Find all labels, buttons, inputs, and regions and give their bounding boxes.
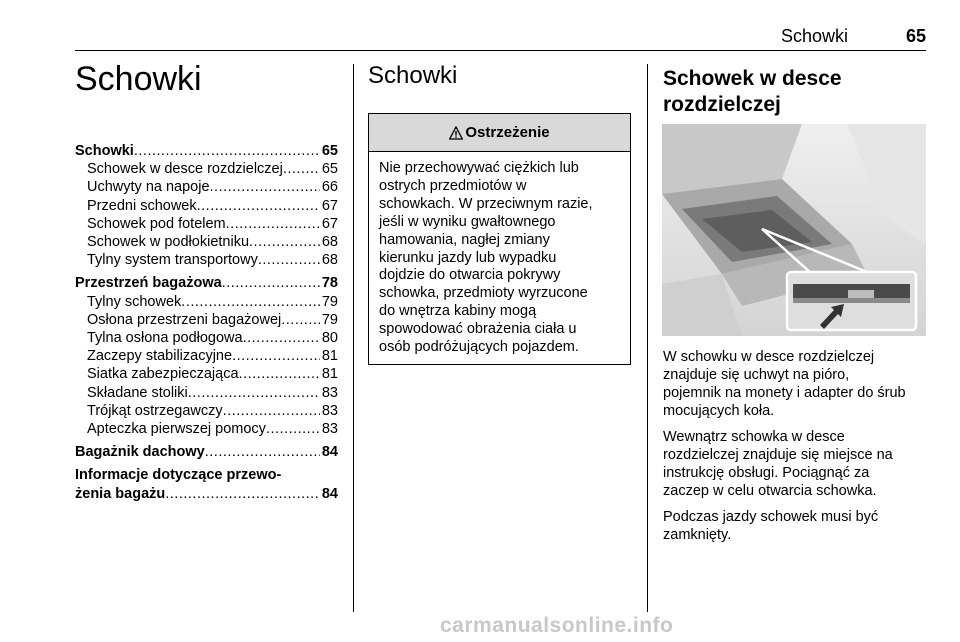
toc-entry[interactable]: Tylna osłona podłogowa ..... 80	[75, 329, 338, 347]
warning-text	[369, 152, 630, 357]
toc-entry[interactable]: żenia bagażu ..... 84	[75, 485, 338, 503]
subsection-title-line: rozdzielczej	[663, 93, 781, 116]
toc-entry[interactable]: Schowek w podłokietniku ..... 68	[75, 233, 338, 251]
warning-line: osób podróżujących pojazdem.	[379, 339, 579, 356]
table-of-contents	[75, 142, 338, 503]
toc-entry[interactable]: Składane stoliki ..... 83	[75, 384, 338, 402]
warning-line: Nie przechowywać ciężkich lub	[379, 160, 579, 176]
toc-entry[interactable]: Schowek w desce rozdzielczej ..... 65	[75, 160, 338, 178]
toc-entry[interactable]: Przedni schowek ..... 67	[75, 197, 338, 215]
warning-line: schowka, przedmioty wyrzucone	[379, 285, 588, 302]
toc-entry[interactable]: Schowek pod fotelem ..... 67	[75, 215, 338, 233]
warning-box	[368, 113, 631, 365]
watermark: carmanualsonline.info	[440, 614, 674, 637]
toc-entry[interactable]: Schowki ..... 65	[75, 142, 338, 160]
toc-entry[interactable]: Tylny schowek ..... 79	[75, 293, 338, 311]
toc-entry[interactable]: Zaczepy stabilizacyjne ..... 81	[75, 347, 338, 365]
toc-entry[interactable]: Osłona przestrzeni bagażowej ..... 79	[75, 311, 338, 329]
warning-line: dojdzie do otwarcia pokrywy	[379, 267, 561, 284]
column-divider-left	[353, 64, 354, 612]
warning-line: kierunku jazdy lub wypadku	[379, 249, 557, 266]
toc-entry-line1[interactable]: Informacje dotyczące przewo-	[75, 467, 282, 484]
warning-line: schowkach. W przeciwnym razie,	[379, 195, 593, 212]
glovebox-photo	[662, 124, 926, 336]
warning-line: hamowania, nagłej zmiany	[379, 231, 550, 248]
toc-entry[interactable]: Siatka zabezpieczająca ..... 81	[75, 365, 338, 383]
warning-triangle-icon	[449, 126, 463, 140]
toc-entry[interactable]: Przestrzeń bagażowa ..... 78	[75, 274, 338, 292]
toc-entry[interactable]: Uchwyty na napoje ..... 66	[75, 178, 338, 196]
header-rule	[75, 50, 926, 51]
warning-line: spowodować obrażenia ciała u	[379, 321, 577, 338]
warning-line: ostrych przedmiotów w	[379, 177, 527, 194]
section-title: Schowki	[368, 62, 458, 89]
page-number: 65	[905, 26, 926, 46]
body-text	[663, 348, 933, 552]
chapter-title: Schowki	[75, 60, 202, 98]
running-header-title: Schowki	[780, 26, 848, 46]
column-divider-right	[647, 64, 648, 612]
toc-entry[interactable]: Trójkąt ostrzegawczy ..... 83	[75, 402, 338, 420]
toc-entry[interactable]: Tylny system transportowy ..... 68	[75, 251, 338, 269]
warning-heading: Ostrzeżenie	[465, 124, 550, 141]
paragraph: Wewnątrz schowka w desce rozdzielczej znajduje się miejsce na instrukcję obsługi. Pociągnąć za zaczep w celu otwarcia schowka.	[663, 429, 893, 499]
paragraph: Podczas jazdy schowek musi być zamknięty.	[663, 509, 879, 543]
warning-line: jeśli w wyniku gwałtownego	[379, 213, 556, 230]
paragraph: W schowku w desce rozdzielczej znajduje się uchwyt na pióro, pojemnik na monety i adapter do śrub mocujących koła.	[663, 349, 906, 419]
toc-entry[interactable]: Apteczka pierwszej pomocy ..... 83	[75, 420, 338, 438]
warning-header	[369, 114, 630, 152]
subsection-title-line: Schowek w desce	[663, 67, 842, 90]
warning-line: do wnętrza kabiny mogą	[379, 303, 537, 320]
subsection-title	[663, 66, 933, 118]
toc-entry[interactable]: Bagażnik dachowy ..... 84	[75, 443, 338, 461]
